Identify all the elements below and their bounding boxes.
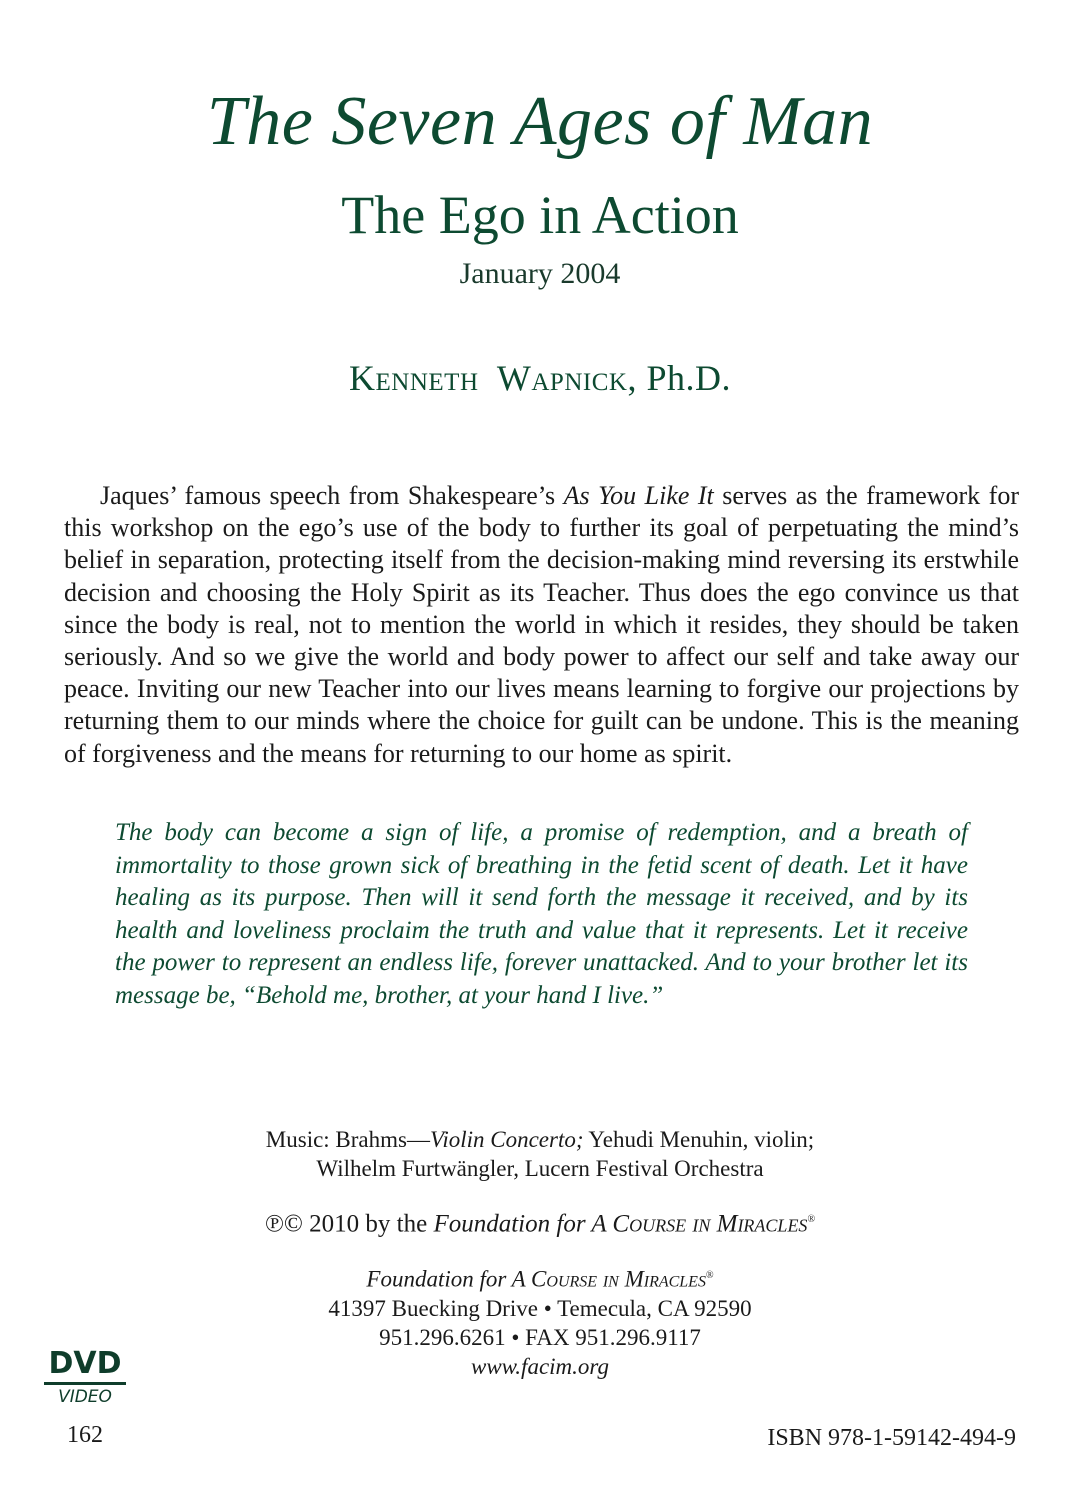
workshop-date: January 2004 bbox=[459, 257, 621, 290]
page-title: The Seven Ages of Man bbox=[206, 83, 874, 160]
org-part-b: ourse in bbox=[629, 1210, 711, 1238]
music-work: Violin Concerto; bbox=[430, 1127, 584, 1152]
registered-mark: ® bbox=[807, 1214, 816, 1225]
dvd-video-logo bbox=[40, 1348, 130, 1407]
author-first-rest: enneth bbox=[375, 358, 479, 398]
play-title: As You Like It bbox=[563, 481, 714, 510]
addr-org-a: Foundation for A C bbox=[366, 1266, 547, 1292]
quote-block: The body can become a sign of life, a promise of redemption, and a breath of immortality to those grown sick of breathing in the fetid scent of death. Let it have healing as its purpose. Then will it send forth the message it received, and by its health and loveliness proclaim the truth and value that it represents. Let it receive the power to represent an endless life, forever unattacked. And to your brother let its message be, “Behold me, brother, at your hand I live.” bbox=[115, 819, 968, 1009]
description-part2: serves as the framework for this workshop on the ego’s use of the body to further its goal of perpetuating the mind’s belief in separation, protecting itself from the decision-making mind reversing its erstwhile decision and choosing the Holy Spirit as its Teacher. Thus does the ego convince us that since the body is real, not to mention the world in which it resides, they should be taken seriously. And so we give the world and body power to affect our self and take away our peace. Inviting our new Teacher into our lives means learning to forgive our projections by returning them to our minds where the choice for guilt can be undone. This is the meaning of forgiveness and the means for returning to our home as spirit. bbox=[64, 481, 1019, 768]
website-link[interactable] bbox=[0, 1352, 1080, 1381]
description-paragraph bbox=[64, 480, 1019, 770]
author-last-initial: W bbox=[496, 358, 532, 398]
phone-fax: 951.296.6261 • FAX 951.296.9117 bbox=[379, 1324, 701, 1350]
music-credits bbox=[0, 1125, 1080, 1183]
copyright-line bbox=[0, 1204, 1080, 1240]
addr-registered-mark: ® bbox=[705, 1270, 714, 1281]
author-suffix: , Ph.D. bbox=[627, 358, 731, 398]
copyright-prefix: ℗© 2010 by the bbox=[264, 1210, 434, 1238]
dvd-video-text: VIDEO bbox=[58, 1387, 112, 1407]
addr-org-c: M bbox=[618, 1266, 644, 1292]
author-last-rest: apnick bbox=[531, 358, 628, 398]
music-line-2: Wilhelm Furtwängler, Lucern Festival Orchestra bbox=[316, 1156, 764, 1181]
author-first-initial: K bbox=[349, 358, 376, 398]
addr-org-b: ourse in bbox=[546, 1266, 619, 1292]
publisher-address bbox=[0, 1261, 1080, 1381]
org-part-a: Foundation for A C bbox=[433, 1210, 630, 1238]
isbn-number: ISBN 978-1-59142-494-9 bbox=[767, 1425, 1016, 1451]
catalog-number: 162 bbox=[67, 1422, 103, 1448]
org-part-d: iracles bbox=[737, 1210, 808, 1238]
music-prefix: Music: Brahms— bbox=[265, 1127, 430, 1152]
dvd-logo-divider bbox=[44, 1382, 126, 1385]
publisher-name bbox=[0, 1261, 1080, 1294]
description-part1: Jaques’ famous speech from Shakespeare’s bbox=[100, 481, 564, 510]
addr-org-d: iracles bbox=[643, 1266, 706, 1292]
org-part-c: M bbox=[710, 1210, 738, 1238]
street-address: 41397 Buecking Drive • Temecula, CA 92590 bbox=[328, 1295, 752, 1321]
website-text[interactable]: www.facim.org bbox=[470, 1353, 609, 1379]
author-name bbox=[0, 357, 1080, 399]
music-line-1 bbox=[0, 1125, 1080, 1154]
copyright-org bbox=[433, 1210, 807, 1237]
music-rest: Yehudi Menuhin, violin; bbox=[583, 1127, 815, 1152]
page-subtitle: The Ego in Action bbox=[341, 185, 739, 245]
dvd-logo-text: DVD bbox=[48, 1346, 122, 1381]
